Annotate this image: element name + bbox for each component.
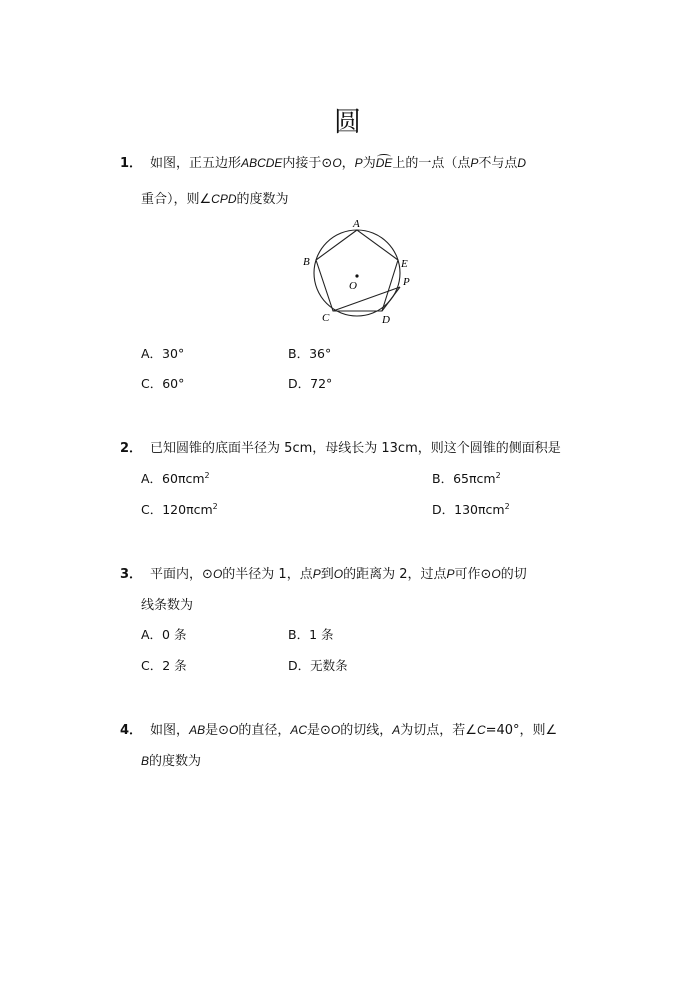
label-o: O bbox=[349, 280, 357, 292]
q3-option-c: C．2 条 bbox=[141, 658, 187, 673]
math-variable: AB bbox=[189, 723, 206, 737]
option-label: D．130πcm bbox=[432, 502, 505, 517]
question-1-line-1 bbox=[120, 152, 526, 171]
question-text: 的切线， bbox=[340, 723, 393, 738]
math-variable: D bbox=[517, 156, 527, 170]
q2-option-c bbox=[141, 500, 218, 518]
question-text: 的度数为 bbox=[236, 192, 289, 207]
label-a: A bbox=[353, 218, 360, 230]
arc-notation: DE bbox=[375, 156, 393, 170]
segment-cp bbox=[333, 287, 400, 311]
math-variable: CPD bbox=[211, 192, 237, 206]
q2-option-d bbox=[432, 500, 510, 518]
question-4-line-2 bbox=[141, 750, 201, 769]
q3-option-b: B．1 条 bbox=[288, 627, 334, 642]
circle-o bbox=[314, 230, 400, 316]
question-3-line-2 bbox=[141, 594, 193, 613]
question-text: 的度数为 bbox=[149, 754, 202, 769]
math-variable: P bbox=[470, 156, 479, 170]
pentagon-abcde bbox=[316, 230, 398, 311]
question-text: 平面内，⊙ bbox=[150, 567, 213, 582]
math-variable: O bbox=[330, 723, 341, 737]
question-text: 不与点 bbox=[478, 156, 518, 171]
question-text: 的半径为 1，点 bbox=[222, 567, 313, 582]
q1-option-b: B．36° bbox=[288, 346, 332, 361]
question-4-line-1 bbox=[120, 719, 557, 738]
math-variable: B bbox=[141, 754, 150, 768]
pentagon-circle-figure bbox=[296, 215, 420, 327]
question-text: 上的一点（点 bbox=[392, 156, 471, 171]
question-1-line-2 bbox=[141, 188, 289, 207]
question-text: 为 bbox=[362, 156, 376, 171]
question-text: 的切 bbox=[500, 567, 527, 582]
label-c: C bbox=[322, 312, 330, 324]
q2-option-b bbox=[432, 469, 501, 487]
question-text: 是⊙ bbox=[307, 723, 331, 738]
math-variable: O bbox=[333, 567, 344, 581]
q1-option-a: A．30° bbox=[141, 346, 185, 361]
q3-option-a: A．0 条 bbox=[141, 627, 187, 642]
page-title: 圆 bbox=[334, 107, 362, 138]
question-text: 线条数为 bbox=[141, 598, 194, 613]
question-text: =40°，则∠ bbox=[485, 723, 558, 738]
question-text: 重合），则∠ bbox=[141, 192, 212, 207]
question-text: 可作⊙ bbox=[454, 567, 492, 582]
math-variable: O bbox=[212, 567, 223, 581]
math-variable: O bbox=[491, 567, 501, 581]
option-superscript: 2 bbox=[495, 471, 501, 480]
math-variable: AC bbox=[290, 723, 308, 737]
math-variable: C bbox=[476, 723, 486, 737]
option-superscript: 2 bbox=[504, 502, 510, 511]
option-label: C．120πcm bbox=[141, 502, 213, 517]
label-b: B bbox=[303, 256, 310, 268]
option-superscript: 2 bbox=[212, 502, 218, 511]
question-text: 的距离为 2，过点 bbox=[343, 567, 447, 582]
math-variable: ABCDE bbox=[241, 156, 283, 170]
center-point bbox=[355, 274, 358, 277]
label-p: P bbox=[403, 276, 410, 288]
option-label: A．60πcm bbox=[141, 471, 205, 486]
option-superscript: 2 bbox=[204, 471, 210, 480]
question-number: 4． bbox=[120, 723, 143, 738]
question-2-line-1 bbox=[120, 437, 561, 456]
math-variable: P bbox=[446, 567, 455, 581]
question-number: 2． bbox=[120, 441, 143, 456]
question-number: 3． bbox=[120, 567, 143, 582]
question-text: 到 bbox=[320, 567, 334, 582]
math-variable: A bbox=[392, 723, 401, 737]
question-text: 内接于⊙ bbox=[282, 156, 333, 171]
question-number: 1． bbox=[120, 156, 143, 171]
q1-option-d: D．72° bbox=[288, 376, 333, 391]
label-d: D bbox=[382, 314, 390, 326]
math-variable: O bbox=[332, 156, 342, 170]
question-3-line-1 bbox=[120, 563, 527, 582]
q1-option-c: C．60° bbox=[141, 376, 185, 391]
question-text: 是⊙ bbox=[205, 723, 229, 738]
question-text: ， bbox=[341, 156, 355, 171]
question-text: 如图，正五边形 bbox=[150, 156, 242, 171]
math-variable: O bbox=[228, 723, 239, 737]
question-text: 的直径， bbox=[238, 723, 291, 738]
question-text: 如图， bbox=[150, 723, 190, 738]
option-label: B．65πcm bbox=[432, 471, 496, 486]
q2-option-a bbox=[141, 469, 210, 487]
label-e: E bbox=[401, 258, 408, 270]
math-variable: P bbox=[312, 567, 321, 581]
q3-option-d: D．无数条 bbox=[288, 658, 348, 673]
question-text: 为切点，若∠ bbox=[400, 723, 477, 738]
question-text: 已知圆锥的底面半径为 5cm，母线长为 13cm，则这个圆锥的侧面积是 bbox=[150, 441, 561, 456]
math-variable: P bbox=[354, 156, 363, 170]
